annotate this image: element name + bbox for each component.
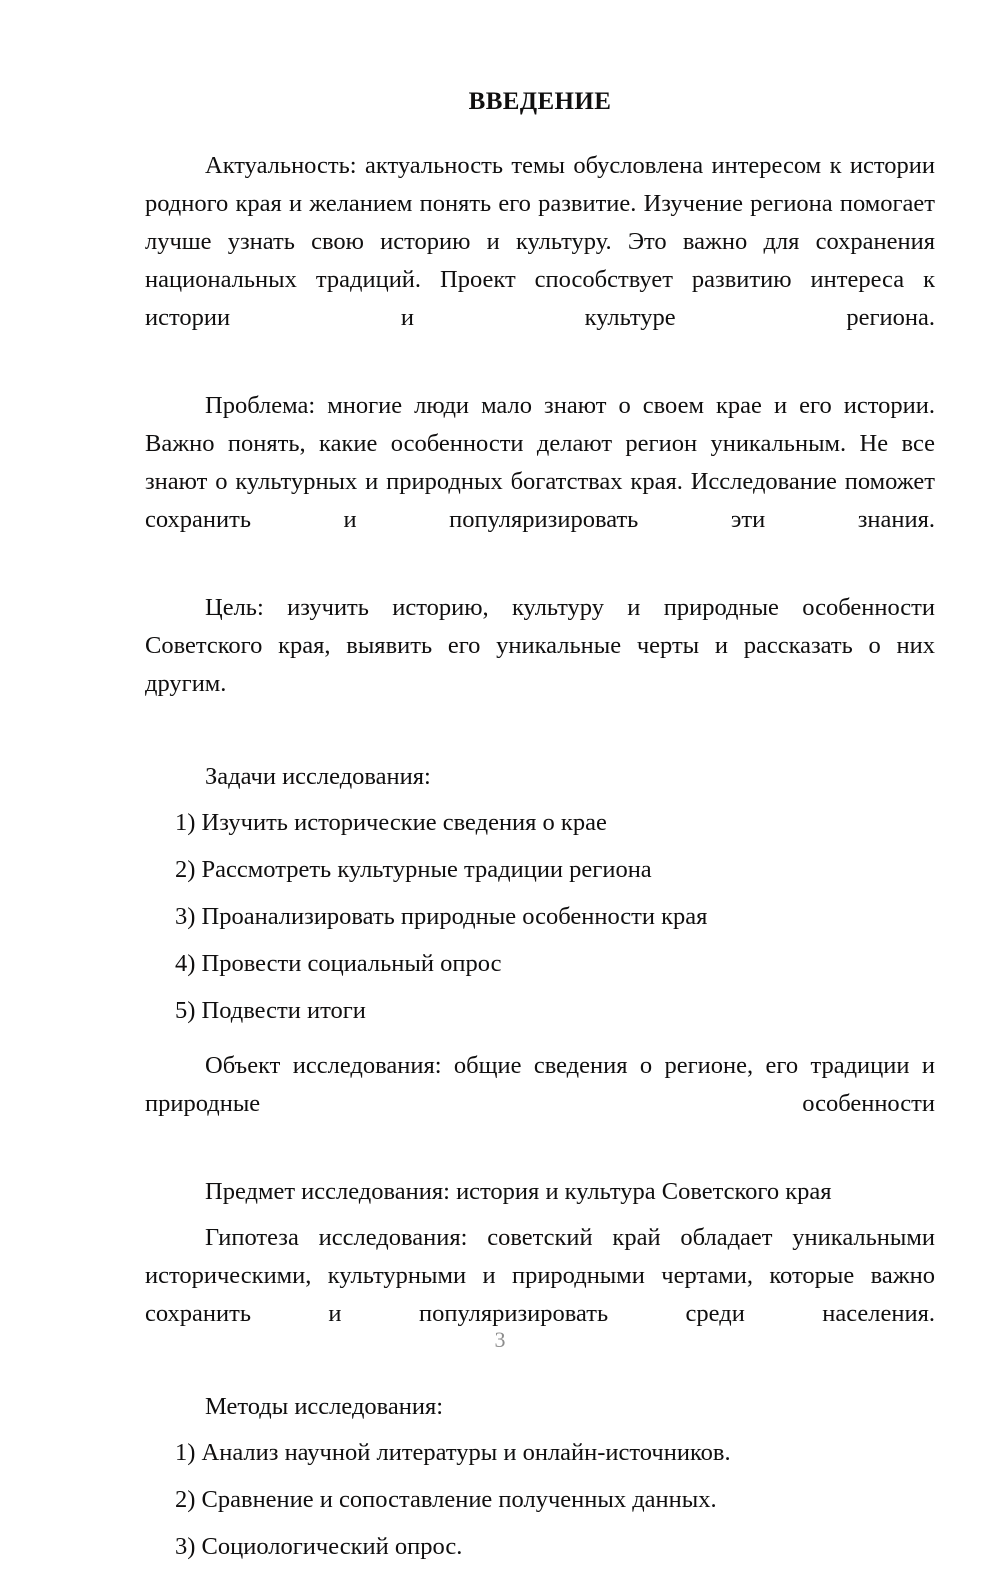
list-item: 3) Проанализировать природные особенности края [175, 903, 708, 931]
methods-heading: Методы исследования: [205, 1393, 444, 1421]
paragraph-subject: Предмет исследования: история и культура Советского края [205, 1178, 832, 1206]
list-item: 3) Социологический опрос. [175, 1533, 463, 1561]
list-item: 2) Рассмотреть культурные традиции региона [175, 856, 652, 884]
paragraph-problem: Проблема: многие люди мало знают о своем крае и его истории. Важно понять, какие особенности делают регион уникальным. Не все знают о культурных и природных богатствах края. Исследование поможет сохранить и популяризировать эти знания. [145, 392, 935, 534]
tasks-heading: Задачи исследования: [205, 763, 431, 791]
page-number: 3 [494, 1327, 506, 1352]
list-item: 1) Изучить исторические сведения о крае [175, 809, 607, 837]
paragraph-goal: Цель: изучить историю, культуру и природные особенности Советского края, выявить его уникальные черты и рассказать о них другим. [145, 594, 935, 698]
spacer [145, 1036, 935, 1047]
list-item: 4) Провести социальный опрос [175, 950, 502, 978]
page-title: ВВЕДЕНИЕ [468, 88, 612, 115]
tasks-list [145, 804, 935, 1030]
methods-list [145, 1434, 935, 1566]
paragraph-hypothesis: Гипотеза исследования: советский край обладает уникальными историческими, культурными и природными чертами, которые важно сохранить и популяризировать среди населения. [145, 1224, 935, 1328]
paragraph-object: Объект исследования: общие сведения о регионе, его традиции и природные особенности [145, 1052, 935, 1118]
list-item: 5) Подвести итоги [175, 997, 366, 1025]
paragraph-relevance: Актуальность: актуальность темы обусловлена интересом к истории родного края и желанием понять его развитие. Изучение региона помогает лучше узнать свою историю и культуру. Это важно для сохранения национальных традиций. Проект способствует развитию интереса к истории и культуре региона. [145, 152, 935, 332]
list-item: 2) Сравнение и сопоставление полученных данных. [175, 1486, 717, 1514]
list-item: 1) Анализ научной литературы и онлайн-источников. [175, 1439, 731, 1467]
